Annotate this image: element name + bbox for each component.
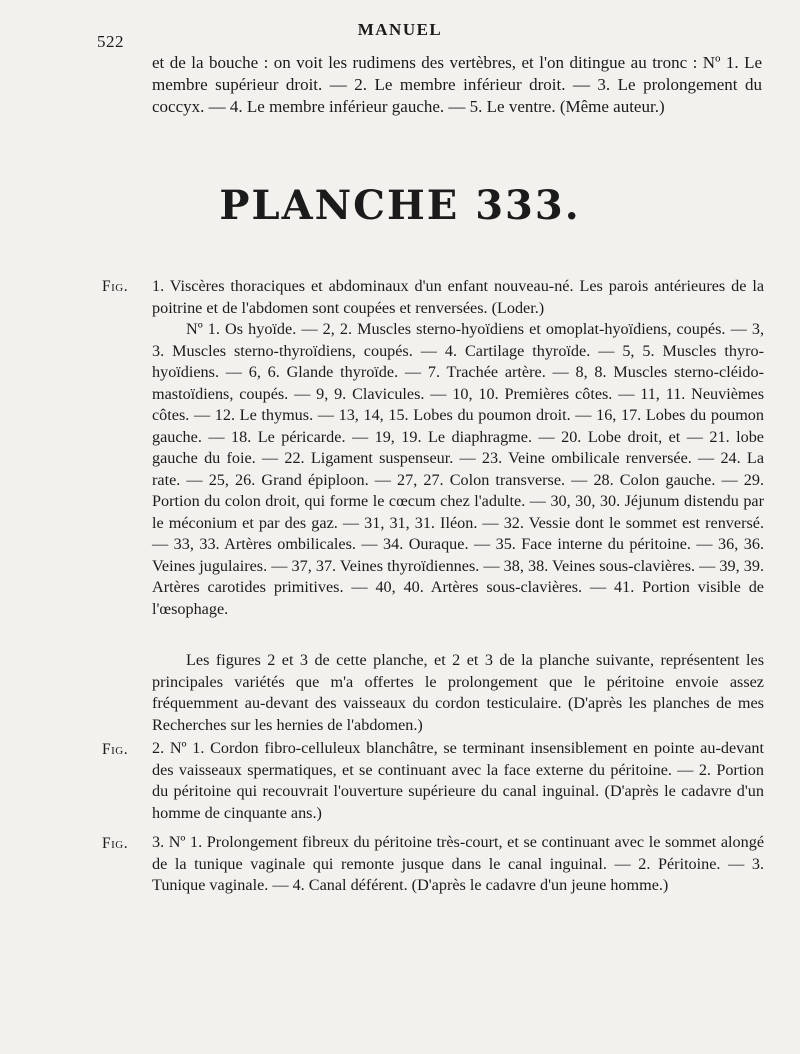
figure-1-caption: 1. Viscères thoraciques et abdominaux d'un enfant nouveau-né. Les parois antérieures de la poitrine et de l'abdomen sont coupées et renversées. (Loder.) xyxy=(152,277,764,317)
figure-1-label: Fig. xyxy=(102,278,129,295)
page-header xyxy=(0,20,800,50)
figure-3-caption: 3. Nº 1. Prolongement fibreux du péritoine très-court, et se continuant avec le sommet alongé de la tunique vaginale qui remonte jusque dans le canal inguinal. — 2. Péritoine. — 3. Tunique vaginale. — 4. Canal déférent. (D'après le cadavre d'un jeune homme.) xyxy=(152,833,764,894)
figure-1-entry xyxy=(152,276,764,620)
figure-2-entry xyxy=(152,738,764,824)
explanatory-paragraph xyxy=(152,650,764,736)
figure-2-label: Fig. xyxy=(102,741,129,758)
figure-3-label: Fig. xyxy=(102,835,129,852)
figure-3-entry xyxy=(152,832,764,897)
figure-2-caption: 2. Nº 1. Cordon fibro-celluleux blanchâtre, se terminant insensiblement en pointe au-devant des vaisseaux spermatiques, et se continuant avec la face externe du péritoine. — 2. Portion du péritoine qui recouvrait l'ouverture supérieure du canal inguinal. (D'après le cadavre d'un homme de cinquante ans.) xyxy=(152,739,764,822)
explanatory-text: Les figures 2 et 3 de cette planche, et 2 et 3 de la planche suivante, représentent les principales variétés que m'a offertes le prolongement que le péritoine envoie assez fréquemment au-devant des vaisseaux du cordon testiculaire. (D'après les planches de mes Recherches sur les hernies de l'abdomen.) xyxy=(152,651,764,734)
page-number: 522 xyxy=(97,32,124,51)
plate-title: PLANCHE 333. xyxy=(219,182,581,229)
continuation-paragraph: et de la bouche : on voit les rudimens des vertèbres, et l'on ditingue au tronc : Nº 1. Le membre supérieur droit. — 2. Le membre inférieur droit. — 3. Le prolongement du coccyx. — 4. Le membre inférieur gauche. — 5. Le ventre. (Même auteur.) xyxy=(152,53,762,116)
continuation-text xyxy=(152,52,762,118)
running-head: MANUEL xyxy=(357,20,443,39)
figure-1-legend: Nº 1. Os hyoïde. — 2, 2. Muscles sterno-hyoïdiens et omoplat-hyoïdiens, coupés. — 3, 3. Muscles sterno-thyroïdiens, coupés. — 4. Cartilage thyroïde. — 5, 5. Muscles thyro-hyoïdiens. — 6, 6. Glande thyroïde. — 7. Trachée artère. — 8, 8. Muscles sterno-cléido-mastoïdiens, coupés. — 9, 9. Clavicules. — 10, 10. Premières côtes. — 11, 11. Neuvièmes côtes. — 12. Le thymus. — 13, 14, 15. Lobes du poumon droit. — 16, 17. Lobes du poumon gauche. — 18. Le péricarde. — 19, 19. Le diaphragme. — 20. Lobe droit, et — 21. lobe gauche du foie. — 22. Ligament suspenseur. — 23. Veine ombilicale renversée. — 24. La rate. — 25, 26. Grand épiploon. — 27, 27. Colon transverse. — 28. Colon gauche. — 29. Portion du colon droit, qui forme le cœcum chez l'adulte. — 30, 30, 30. Jéjunum distendu par le méconium et par des gaz. — 31, 31, 31. Iléon. — 32. Vessie dont le sommet est renversé. — 33, 33. Artères ombilicales. — 34. Ouraque. — 35. Face interne du péritoine. — 36, 36. Veines jugulaires. — 37, 37. Veines thyroïdiennes. — 38, 38. Veines sous-clavières. — 39, 39. Artères carotides primitives. — 40, 40. Artères sous-clavières. — 41. Portion visible de l'œsophage. xyxy=(152,320,764,618)
